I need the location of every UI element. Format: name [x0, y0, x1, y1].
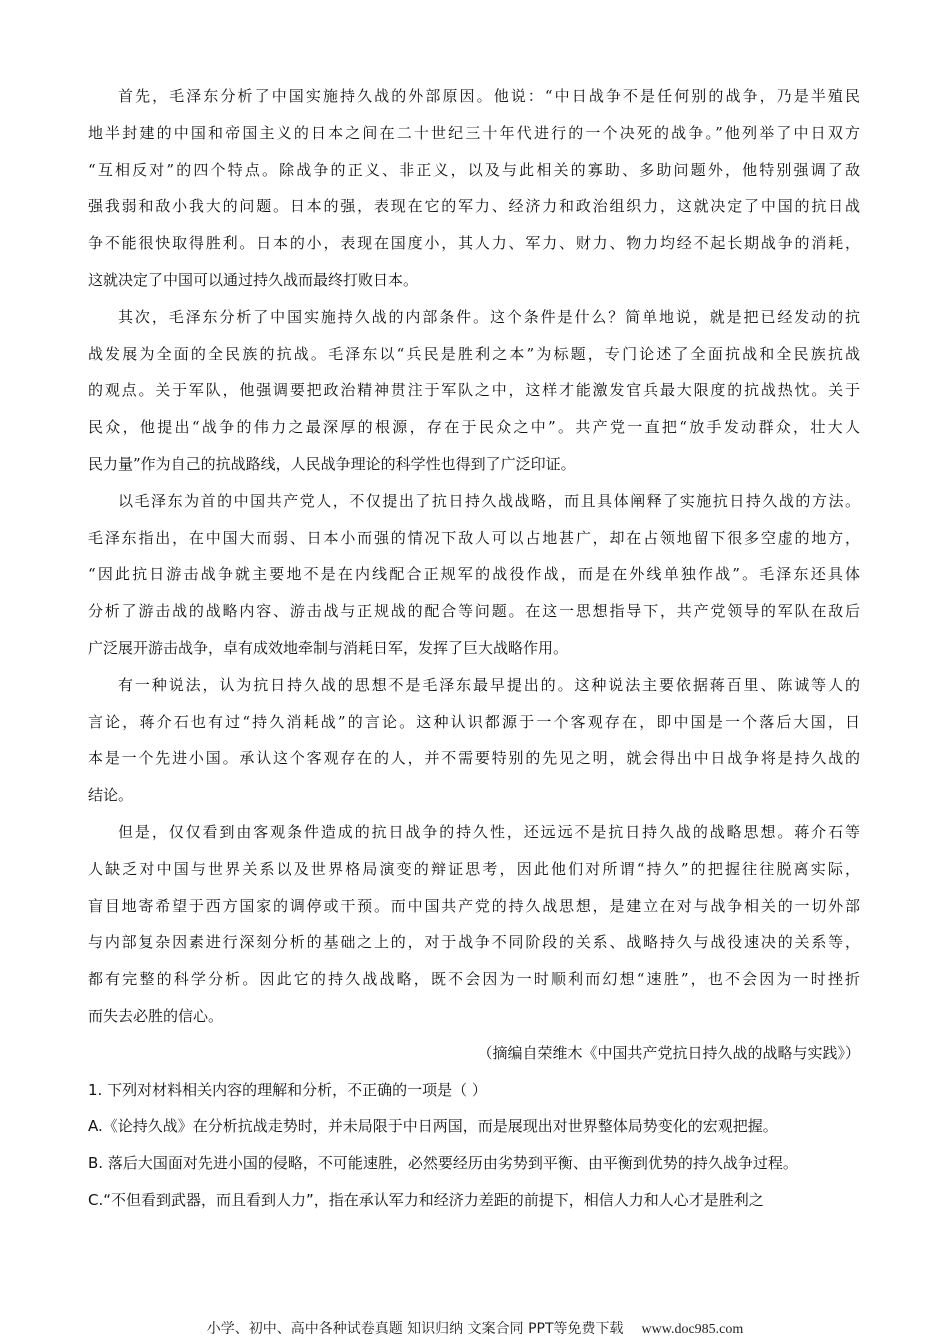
text-line: 以毛泽东为首的中国共产党人，不仅提出了抗日持久战战略，而且具体阐释了实施抗日持久战的方法。: [118, 491, 860, 510]
text-line: “因此抗日游击战争就主要地不是在内线配合正规军的战役作战，而是在外线单独作战”。毛泽东还具体: [88, 565, 860, 584]
text-line: 但是，仅仅看到由客观条件造成的抗日战争的持久性，还远远不是抗日持久战的战略思想。蒋介石等: [118, 822, 860, 841]
text-line: 这就决定了中国可以通过持久战而最终打败日本。: [88, 270, 419, 289]
option-a: A.《论持久战》在分析抗战走势时，并未局限于中日两国，而是展现出对世界整体局势变化的宏观把握。: [88, 1117, 778, 1136]
text-line: 分析了游击战的战略内容、游击战与正规战的配合等问题。在这一思想指导下，共产党领导的军队在敌后: [88, 602, 860, 621]
text-line: 本是一个先进小国。承认这个客观存在的人，并不需要特别的先见之明，就会得出中日战争将是持久战的: [88, 749, 860, 768]
question-1: [88, 1072, 860, 1219]
paragraph-4: [88, 667, 860, 814]
text-line: 都有完整的科学分析。因此它的持久战战略，既不会因为一时顺利而幻想“速胜”，也不会因为一时挫折: [88, 970, 860, 989]
text-line: 而失去必胜的信心。: [88, 1006, 224, 1025]
text-line: 广泛展开游击战争，卓有成效地牵制与消耗日军，发挥了巨大战略作用。: [88, 638, 569, 657]
text-line: 盲目地寄希望于西方国家的调停或干预。而中国共产党的持久战思想，是建立在对与战争相关的一切外部: [88, 896, 860, 915]
paragraph-5: [88, 814, 860, 1035]
footer-text: 小学、初中、高中各种试卷真题 知识归纳 文案合同 PPT等免费下载: [206, 1321, 624, 1337]
text-line: 与内部复杂因素进行深刻分析的基础之上的，对于战争不同阶段的关系、战略持久与战役速决的关系等，: [88, 933, 860, 952]
paragraph-1: [88, 78, 860, 299]
question-stem: 1. 下列对材料相关内容的理解和分析，不正确的一项是（ ）: [88, 1080, 487, 1099]
text-line: 争不能很快取得胜利。日本的小，表现在国度小，其人力、军力、财力、物力均经不起长期战争的消耗，: [88, 234, 860, 253]
text-line: 有一种说法，认为抗日持久战的思想不是毛泽东最早提出的。这种说法主要依据蒋百里、陈诚等人的: [118, 675, 860, 694]
text-line: 其次，毛泽东分析了中国实施持久战的内部条件。这个条件是什么？简单地说，就是把已经发动的抗: [118, 307, 860, 326]
text-line: 人缺乏对中国与世界关系以及世界格局演变的辩证思考，因此他们对所谓“持久”的把握往往脱离实际，: [88, 859, 860, 878]
option-c: C.“不但看到武器，而且看到人力”，指在承认军力和经济力差距的前提下，相信人力和人心才是胜利之: [88, 1190, 764, 1209]
text-line: 言论，蒋介石也有过“持久消耗战”的言论。这种认识都源于一个客观存在，即中国是一个落后大国，日: [88, 712, 860, 731]
text-line: 的观点。关于军队，他强调要把政治精神贯注于军队之中，这样才能激发官兵最大限度的抗战热忱。关于: [88, 381, 860, 400]
text-line: 强我弱和敌小我大的问题。日本的强，表现在它的军力、经济力和政治组织力，这就决定了中国的抗日战: [88, 197, 860, 216]
text-line: 战发展为全面的全民族的抗战。毛泽东以“兵民是胜利之本”为标题，专门论述了全面抗战和全民族抗战: [88, 344, 860, 363]
text-line: 民力量”作为自己的抗战路线，人民战争理论的科学性也得到了广泛印证。: [88, 454, 576, 473]
page-footer: [0, 1318, 950, 1338]
text-line: 结论。: [88, 786, 134, 805]
text-line: 民众，他提出“战争的伟力之最深厚的根源，存在于民众之中”。共产党一直把“放手发动群众，壮大人: [88, 418, 860, 437]
text-line: 地半封建的中国和帝国主义的日本之间在二十世纪三十年代进行的一个决死的战争。”他列举了中日双方: [88, 123, 860, 142]
source-citation: （摘编自荣维木《中国共产党抗日持久战的战略与实践》）: [477, 1043, 860, 1062]
paragraph-2: [88, 299, 860, 483]
paragraph-3: [88, 483, 860, 667]
text-line: 首先，毛泽东分析了中国实施持久战的外部原因。他说：“中日战争不是任何别的战争，乃是半殖民: [118, 87, 860, 105]
option-b: B. 落后大国面对先进小国的侵略，不可能速胜，必然要经历由劣势到平衡、由平衡到优势的持久战争过程。: [88, 1154, 798, 1173]
footer-url-link[interactable]: www.doc985.com: [641, 1322, 744, 1337]
text-line: 毛泽东指出，在中国大而弱、日本小而强的情况下敌人可以占地甚广，却在占领地留下很多空虚的地方，: [88, 528, 860, 547]
article-body: [88, 78, 860, 1219]
text-line: “互相反对”的四个特点。除战争的正义、非正义，以及与此相关的寡助、多助问题外，他特别强调了敌: [88, 160, 860, 179]
